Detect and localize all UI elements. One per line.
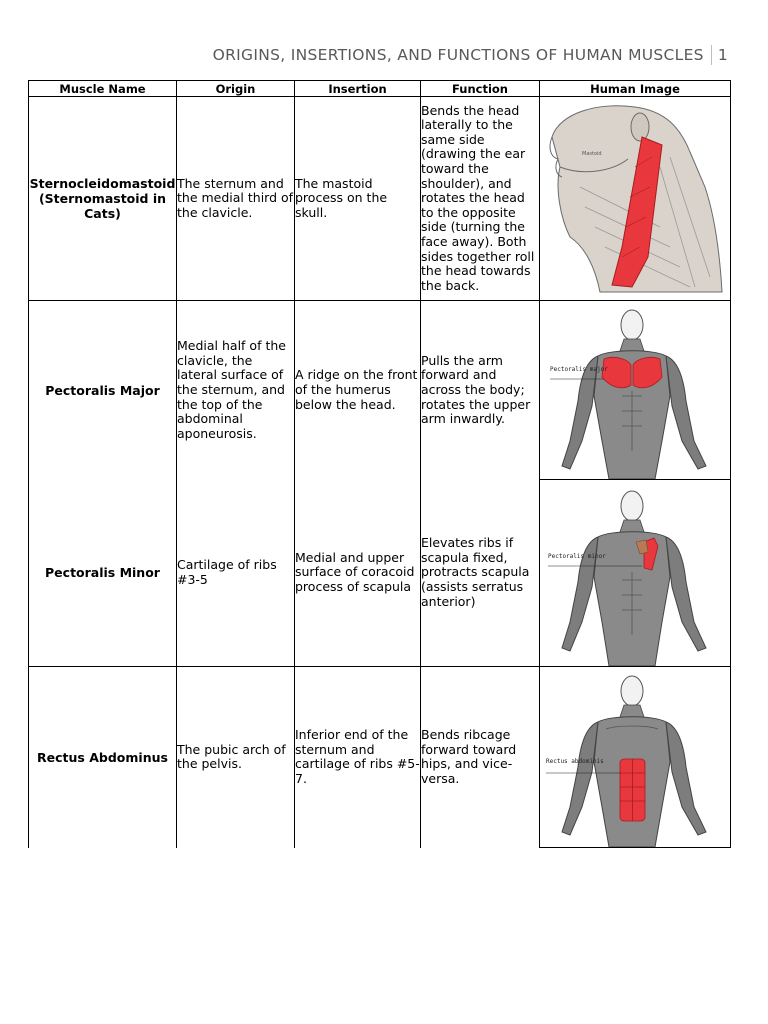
svg-text:Mastoid: Mastoid — [582, 151, 602, 157]
insertion-cell: Inferior end of the sternum and cartilage of ribs #5-7. — [295, 667, 421, 848]
origin-cell: Cartilage of ribs #3-5 — [177, 480, 295, 667]
figure-label: Pectoralis major — [550, 366, 608, 373]
human-image-cell — [540, 667, 731, 848]
column-header-insertion: Insertion — [295, 81, 421, 97]
figure-label: Pectoralis minor — [548, 553, 606, 560]
header-divider — [711, 45, 712, 65]
function-cell: Pulls the arm forward and across the body; rotates the upper arm inwardly. — [421, 301, 540, 480]
page-header — [213, 44, 728, 66]
muscle-name-cell: Pectoralis Major — [29, 301, 177, 480]
human-image-cell — [540, 480, 731, 667]
origin-cell: Medial half of the clavicle, the lateral surface of the sternum, and the top of the abdominal aponeurosis. — [177, 301, 295, 480]
body-figure — [562, 491, 706, 666]
insertion-cell: The mastoid process on the skull. — [295, 97, 421, 301]
function-cell: Bends ribcage forward toward hips, and vice-versa. — [421, 667, 540, 848]
table-row — [29, 667, 731, 848]
insertion-cell: Medial and upper surface of coracoid process of scapula — [295, 480, 421, 667]
table-row — [29, 97, 731, 301]
origin-cell: The sternum and the medial third of the clavicle. — [177, 97, 295, 301]
table-row — [29, 301, 731, 480]
table-row — [29, 480, 731, 667]
function-cell: Bends the head laterally to the same side (drawing the ear toward the shoulder), and rotates the head to the opposite side (turning the face away). Both sides together roll the head towards the back. — [421, 97, 540, 301]
figure-label: Rectus abdominis — [546, 758, 604, 765]
column-header-muscle-name: Muscle Name — [29, 81, 177, 97]
neck-muscle-illustration — [540, 97, 730, 300]
human-image-cell — [540, 97, 731, 301]
column-header-human-image: Human Image — [540, 81, 731, 97]
document-title: ORIGINS, INSERTIONS, AND FUNCTIONS OF HUMAN MUSCLES — [212, 46, 704, 64]
body-figure — [562, 310, 706, 479]
human-image-cell — [540, 301, 731, 480]
origin-cell: The pubic arch of the pelvis. — [177, 667, 295, 848]
muscle-name-cell: Sternocleidomastoid (Sternomastoid in Cats) — [29, 97, 177, 301]
column-header-function: Function — [421, 81, 540, 97]
rectus-abdominis-illustration — [540, 667, 730, 847]
muscle-name-cell: Pectoralis Minor — [29, 480, 177, 667]
pectoralis-major-illustration — [540, 301, 730, 479]
pectoralis-minor-illustration — [540, 480, 730, 666]
table-header-row — [29, 81, 731, 97]
function-cell: Elevates ribs if scapula fixed, protracts scapula (assists serratus anterior) — [421, 480, 540, 667]
muscles-table — [28, 80, 731, 848]
muscle-name-cell: Rectus Abdominus — [29, 667, 177, 848]
insertion-cell: A ridge on the front of the humerus below the head. — [295, 301, 421, 480]
column-header-origin: Origin — [177, 81, 295, 97]
page-number: 1 — [717, 46, 728, 64]
